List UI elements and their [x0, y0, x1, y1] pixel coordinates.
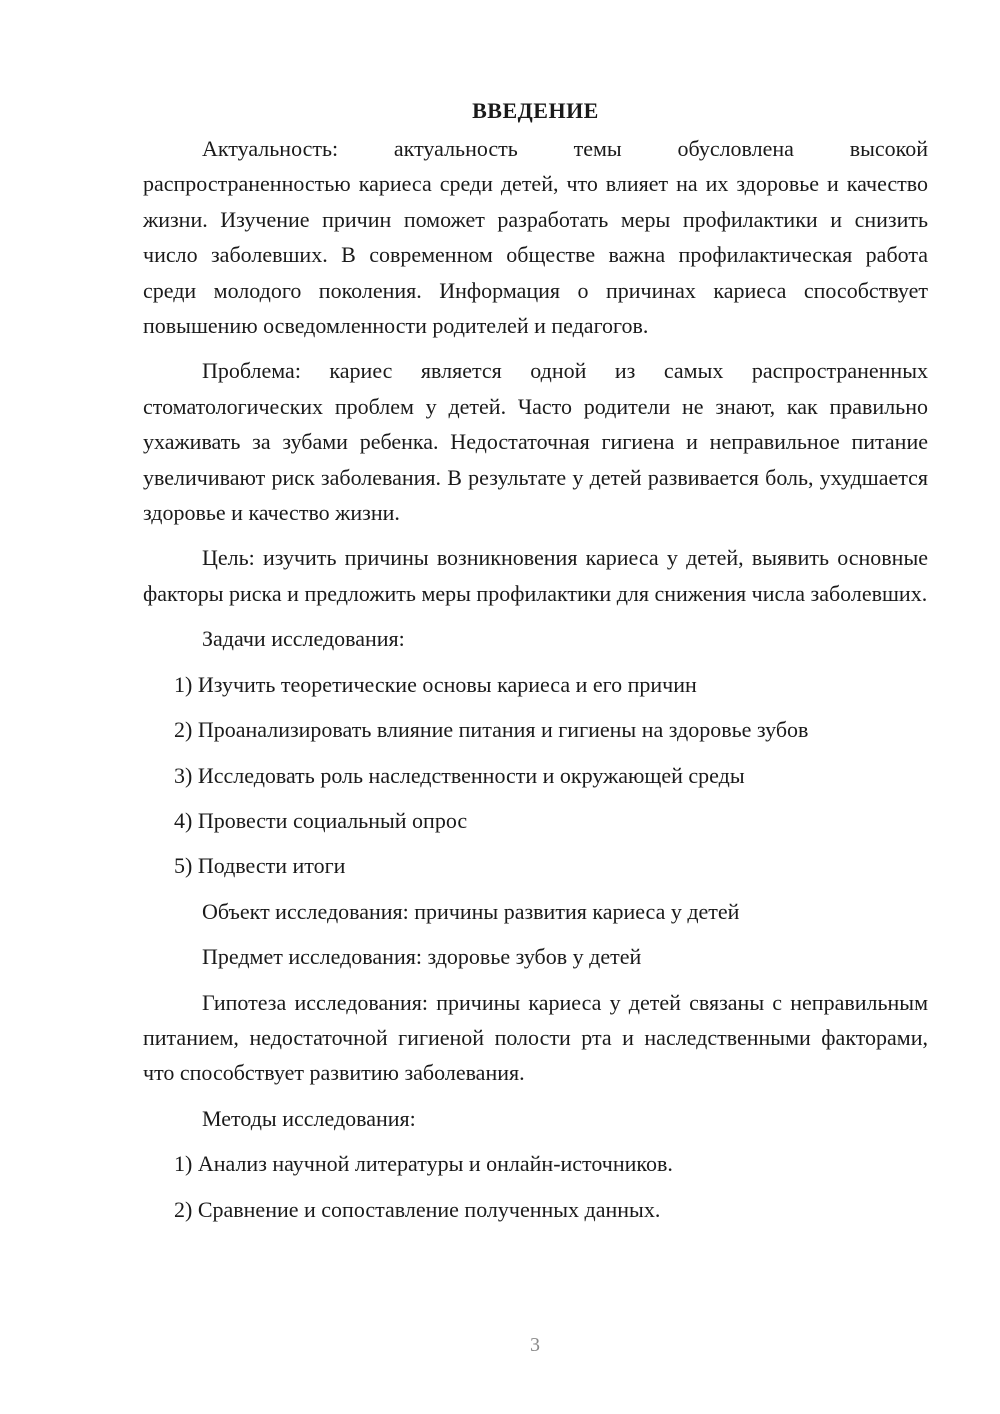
task-item: 4) Провести социальный опрос: [174, 807, 468, 833]
relevance-paragraph: Актуальность: актуальность темы обусловлена высокой распространенностью кариеса среди детей, что влияет на их здоровье и качество жизни. Изучение причин поможет разработать меры профилактики и снизить число заболевших. В современном обществе важна профилактическая работа среди молодого поколения. Информация о причинах кариеса способствует повышению осведомленности родителей и педагогов.: [143, 136, 928, 339]
task-item: 2) Проанализировать влияние питания и гигиены на здоровье зубов: [174, 717, 809, 743]
hypothesis-paragraph: Гипотеза исследования: причины кариеса у детей связаны с неправильным питанием, недостаточной гигиеной полости рта и наследственными факторами, что способствует развитию заболевания.: [143, 989, 928, 1086]
method-item: 1) Анализ научной литературы и онлайн-источников.: [174, 1151, 673, 1177]
problem-paragraph: Проблема: кариес является одной из самых распространенных стоматологических проблем у детей. Часто родители не знают, как правильно ухаживать за зубами ребенка. Недостаточная гигиена и неправильное питание увеличивают риск заболевания. В результате у детей развивается боль, ухудшается здоровье и качество жизни.: [143, 358, 928, 526]
task-item: 5) Подвести итоги: [174, 853, 346, 879]
tasks-heading: Задачи исследования:: [202, 626, 405, 652]
goal-paragraph: Цель: изучить причины возникновения кариеса у детей, выявить основные факторы риска и предложить меры профилактики для снижения числа заболевших.: [143, 545, 928, 606]
section-title: ВВЕДЕНИЕ: [472, 98, 599, 123]
task-item: 1) Изучить теоретические основы кариеса и его причин: [174, 671, 697, 697]
methods-heading: Методы исследования:: [202, 1105, 416, 1131]
page-content: [143, 96, 928, 1237]
research-subject: Предмет исследования: здоровье зубов у детей: [202, 944, 642, 970]
research-object: Объект исследования: причины развития кариеса у детей: [202, 898, 740, 924]
page-number: 3: [530, 1334, 540, 1356]
method-item: 2) Сравнение и сопоставление полученных данных.: [174, 1196, 661, 1222]
task-item: 3) Исследовать роль наследственности и окружающей среды: [174, 762, 745, 788]
